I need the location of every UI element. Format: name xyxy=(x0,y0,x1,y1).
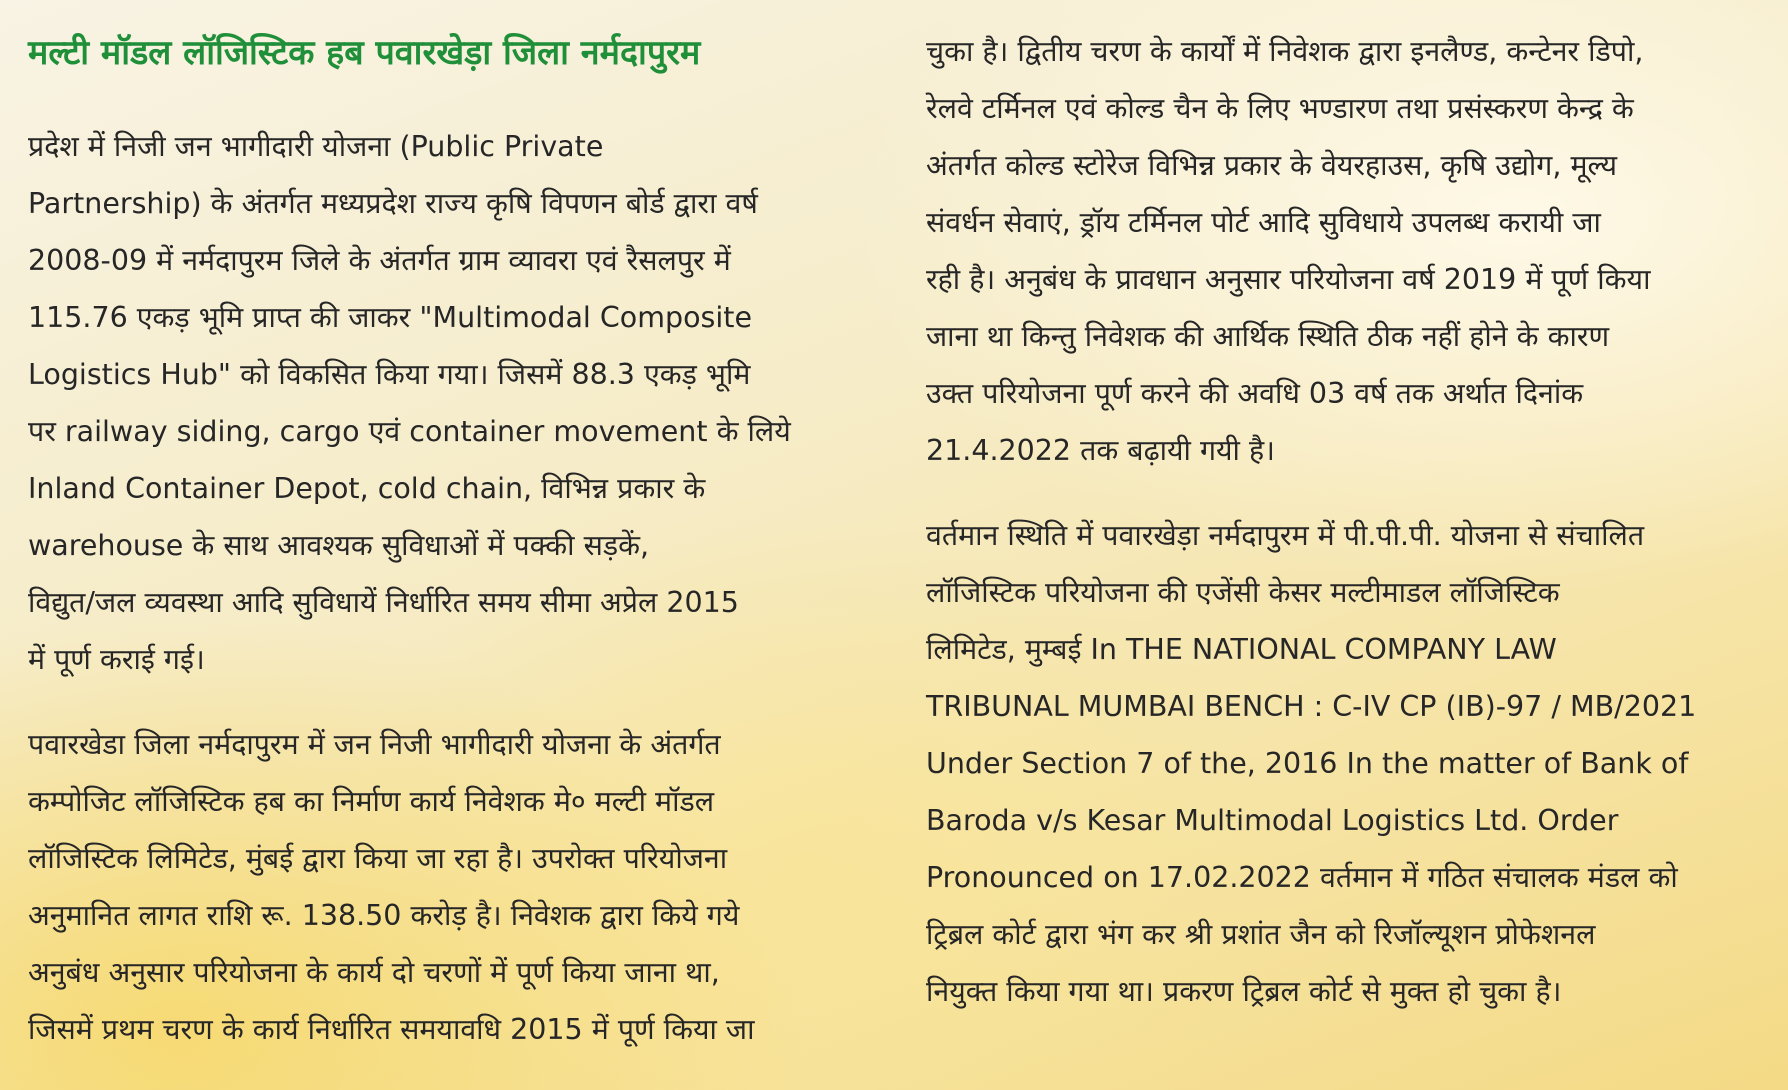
text-line: जाना था किन्तु निवेशक की आर्थिक स्थिति ठीक नहीं होने के कारण xyxy=(926,320,1610,353)
text-line: नियुक्त किया गया था। प्रकरण ट्रिब्रल कोर्ट से मुक्त हो चुका है। xyxy=(926,975,1562,1008)
text-line: Logistics Hub" को विकसित किया गया। जिसमें 88.3 एकड़ भूमि xyxy=(28,358,751,391)
text-line: 2008-09 में नर्मदापुरम जिले के अंतर्गत ग्राम व्यावरा एवं रैसलपुर में xyxy=(28,244,731,277)
text-line: पवारखेडा जिला नर्मदापुरम में जन निजी भागीदारी योजना के अंतर्गत xyxy=(28,728,721,761)
text-line: में पूर्ण कराई गई। xyxy=(28,643,205,676)
paragraph-second-phase xyxy=(926,23,1771,479)
text-line: Under Section 7 of the, 2016 In the matter of Bank of xyxy=(926,747,1689,780)
text-line: Pronounced on 17.02.2022 वर्तमान में गठित संचालक मंडल को xyxy=(926,861,1678,894)
page-title: मल्टी मॉडल लॉजिस्टिक हब पवारखेड़ा जिला नर्मदापुरम xyxy=(28,33,701,73)
text-line: Inland Container Depot, cold chain, विभिन्न प्रकार के xyxy=(28,472,706,505)
text-line: warehouse के साथ आवश्यक सुविधाओं में पक्की सड़कें, xyxy=(28,529,650,562)
text-line: TRIBUNAL MUMBAI BENCH : C-IV CP (IB)-97 / MB/2021 xyxy=(926,690,1697,723)
text-line: Baroda v/s Kesar Multimodal Logistics Ltd. Order xyxy=(926,804,1619,837)
text-line: Partnership) के अंतर्गत मध्यप्रदेश राज्य कृषि विपणन बोर्ड द्वारा वर्ष xyxy=(28,187,758,220)
text-line: 115.76 एकड़ भूमि प्राप्त की जाकर "Multimodal Composite xyxy=(28,301,753,334)
right-column xyxy=(926,0,1771,1020)
text-line: उक्त परियोजना पूर्ण करने की अवधि 03 वर्ष तक अर्थात दिनांक xyxy=(926,377,1584,410)
paragraph-ppp-background xyxy=(28,118,888,688)
text-line: रही है। अनुबंध के प्रावधान अनुसार परियोजना वर्ष 2019 में पूर्ण किया xyxy=(926,263,1651,296)
text-line: संवर्धन सेवाएं, ड्रॉय टर्मिनल पोर्ट आदि सुविधाये उपलब्ध करायी जा xyxy=(926,206,1601,239)
text-line: लॉजिस्टिक परियोजना की एजेंसी केसर मल्टीमाडल लॉजिस्टिक xyxy=(926,576,1560,609)
text-line: रेलवे टर्मिनल एवं कोल्ड चैन के लिए भण्डारण तथा प्रसंस्करण केन्द्र के xyxy=(926,92,1634,125)
text-line: विद्युत/जल व्यवस्था आदि सुविधायें निर्धारित समय सीमा अप्रेल 2015 xyxy=(28,586,739,619)
text-line: अनुबंध अनुसार परियोजना के कार्य दो चरणों में पूर्ण किया जाना था, xyxy=(28,956,720,989)
text-line: कम्पोजिट लॉजिस्टिक हब का निर्माण कार्य निवेशक मे० मल्टी मॉडल xyxy=(28,785,715,818)
text-line: चुका है। द्वितीय चरण के कार्यों में निवेशक द्वारा इनलैण्ड, कन्टेनर डिपो, xyxy=(926,35,1644,68)
left-column xyxy=(28,0,888,1058)
text-line: लिमिटेड, मुम्बई In THE NATIONAL COMPANY LAW xyxy=(926,633,1557,666)
text-line: अनुमानित लागत राशि रू. 138.50 करोड़ है। निवेशक द्वारा किये गये xyxy=(28,899,740,932)
text-line: ट्रिब्रल कोर्ट द्वारा भंग कर श्री प्रशांत जैन को रिजॉल्यूशन प्रोफेशनल xyxy=(926,918,1596,951)
paragraph-construction-details xyxy=(28,716,888,1058)
text-line: जिसमें प्रथम चरण के कार्य निर्धारित समयावधि 2015 में पूर्ण किया जा xyxy=(28,1013,755,1046)
text-line: अंतर्गत कोल्ड स्टोरेज विभिन्न प्रकार के वेयरहाउस, कृषि उद्योग, मूल्य xyxy=(926,149,1618,182)
text-line: प्रदेश में निजी जन भागीदारी योजना (Public Private xyxy=(28,130,604,163)
paragraph-current-status xyxy=(926,507,1771,1020)
text-line: 21.4.2022 तक बढ़ायी गयी है। xyxy=(926,434,1275,467)
text-line: वर्तमान स्थिति में पवारखेड़ा नर्मदापुरम में पी.पी.पी. योजना से संचालित xyxy=(926,519,1645,552)
text-line: लॉजिस्टिक लिमिटेड, मुंबई द्वारा किया जा रहा है। उपरोक्त परियोजना xyxy=(28,842,728,875)
text-line: पर railway siding, cargo एवं container movement के लिये xyxy=(28,415,791,448)
